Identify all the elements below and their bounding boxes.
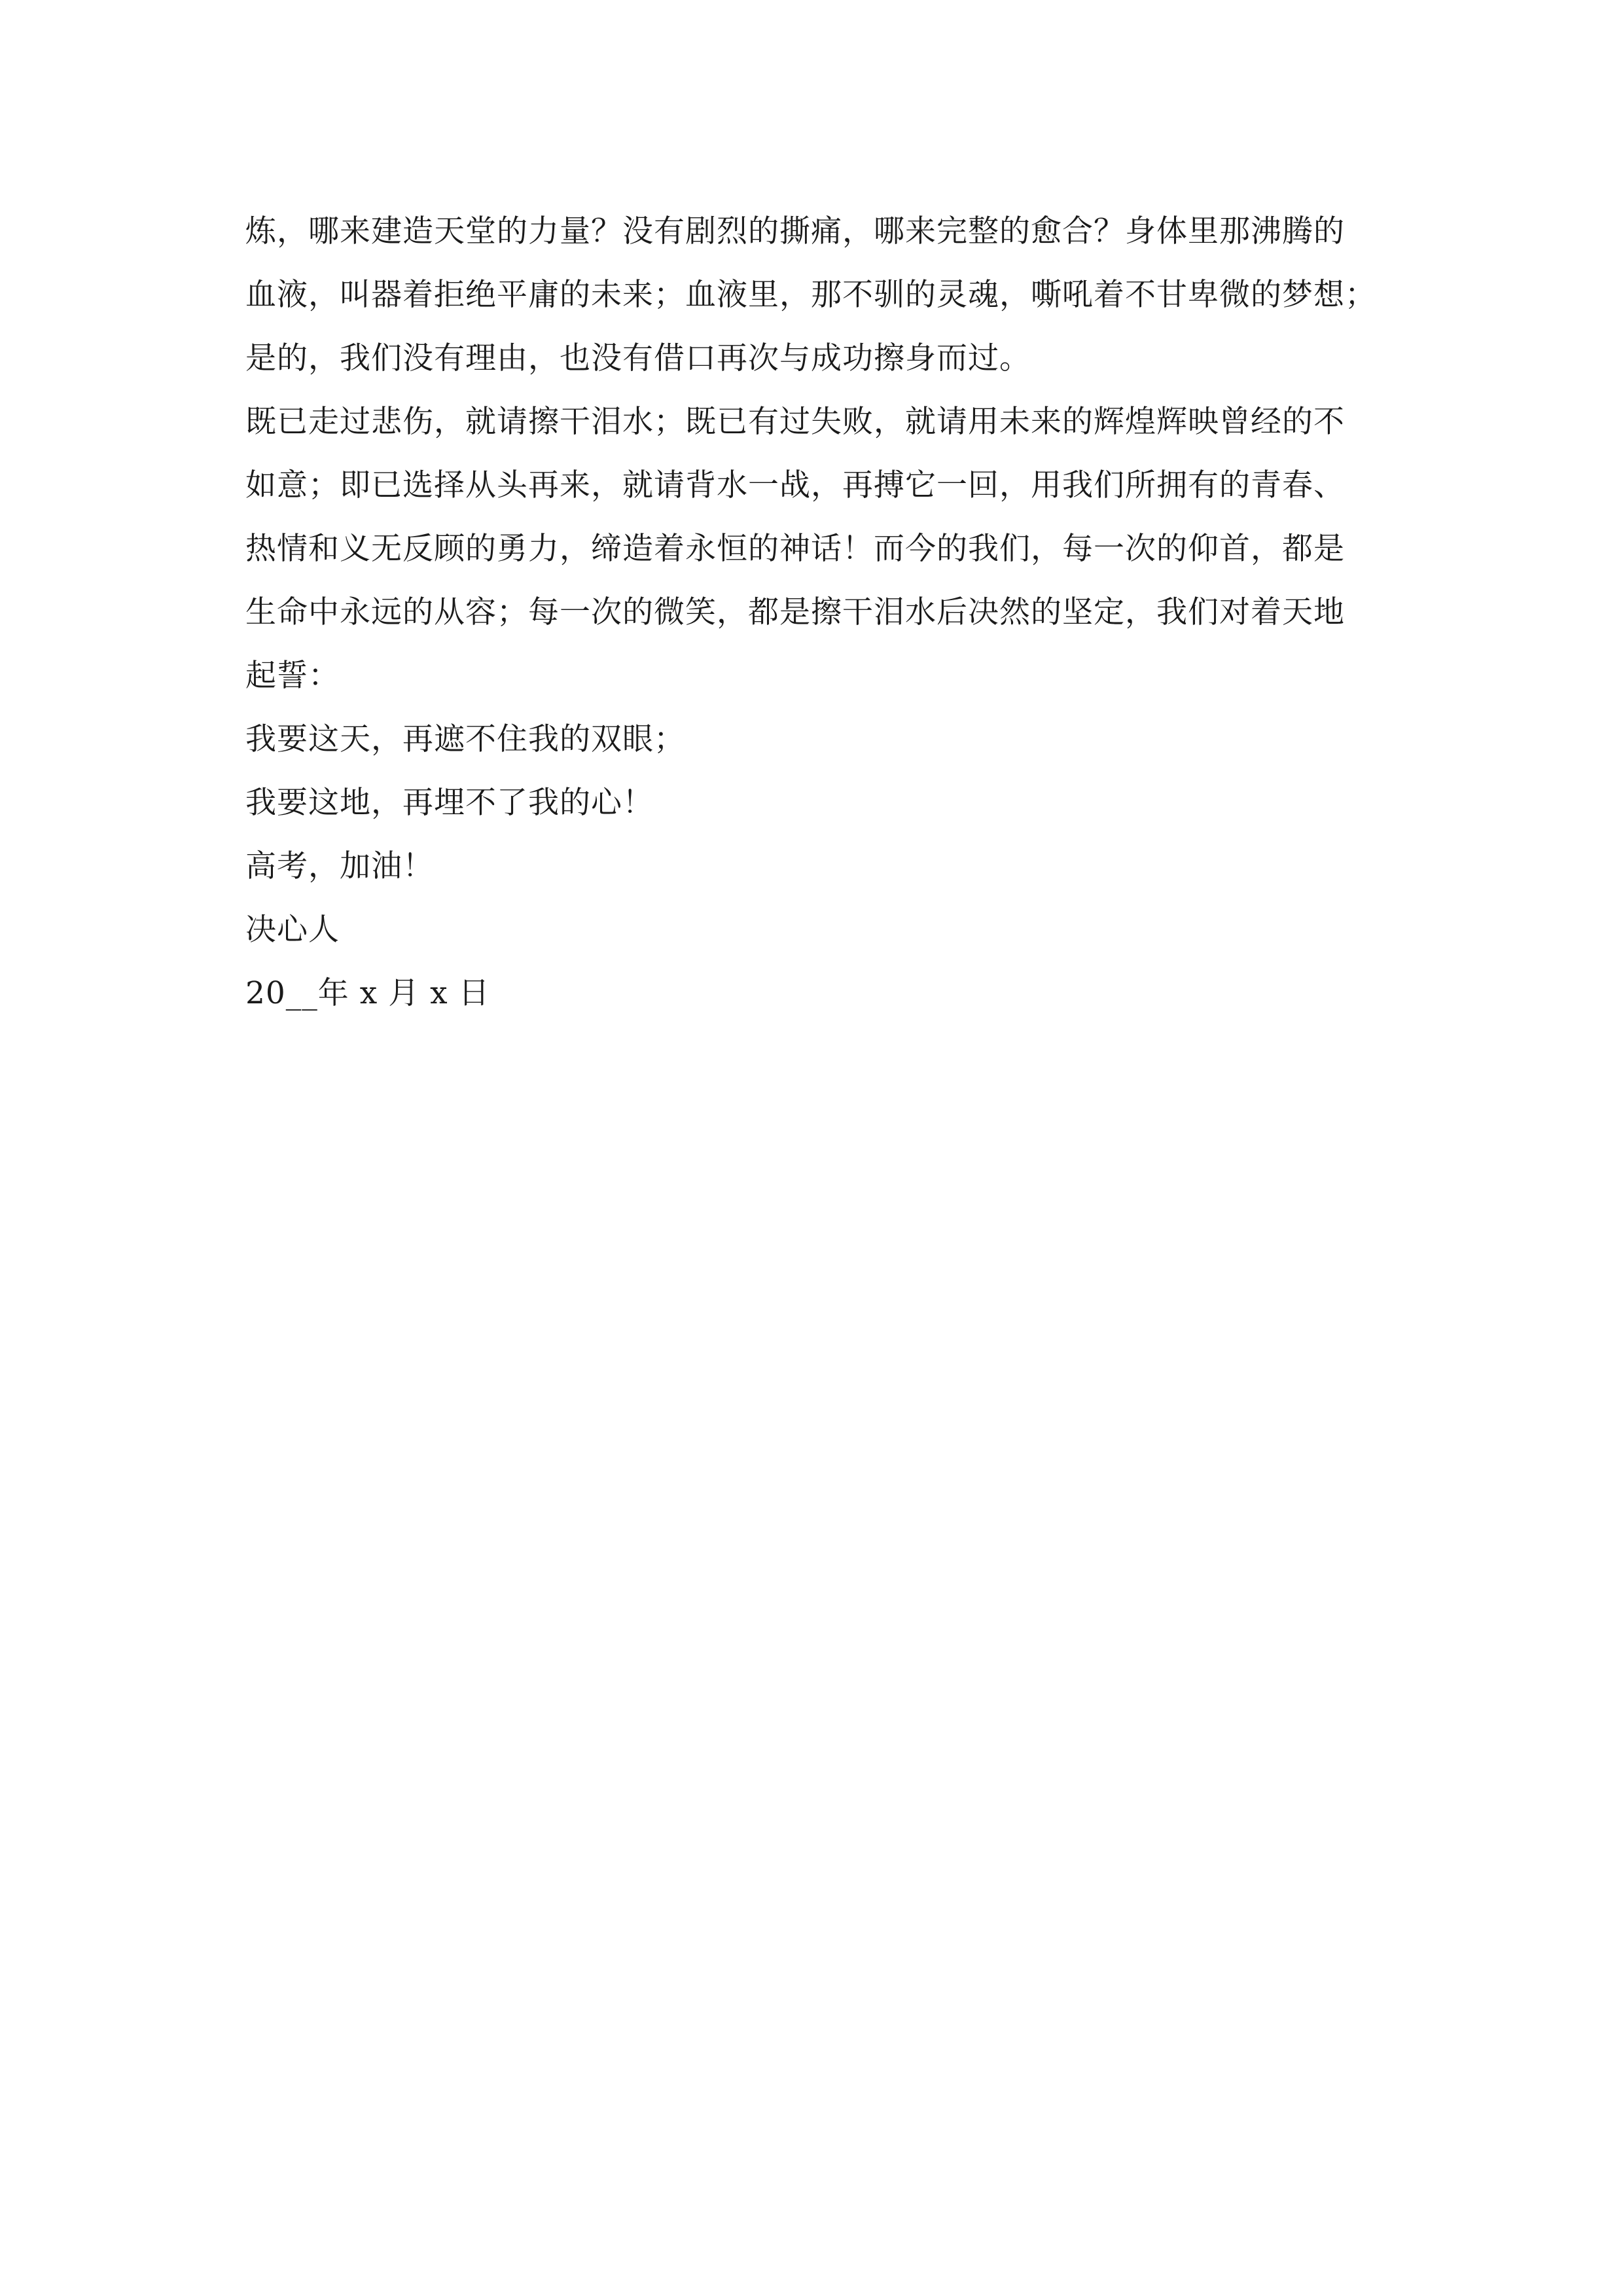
- paragraph-line: 起誓：: [245, 658, 340, 694]
- paragraph-line: 炼，哪来建造天堂的力量？没有剧烈的撕痛，哪来完整的愈合？身体里那沸腾的: [245, 213, 1345, 249]
- signature-label: 决心人: [245, 912, 340, 948]
- paragraph-line: 血液，叫器着拒绝平庸的未来；血液里，那不驯的灵魂，嘶吼着不甘卑微的梦想；: [245, 277, 1376, 313]
- date-line: 20__年 x 月 x 日: [245, 975, 490, 1011]
- document-body: [245, 200, 1417, 1025]
- paragraph-line: 热情和义无反顾的勇力，缔造着永恒的神话！而今的我们，每一次的仰首，都是: [245, 531, 1345, 567]
- vow-line: 我要这地，再埋不了我的心！: [245, 785, 654, 821]
- paragraph-line: 如意；即已选择从头再来，就请背水一战，再搏它一回，用我们所拥有的青春、: [245, 467, 1345, 503]
- slogan-line: 高考，加油！: [245, 848, 434, 884]
- vow-line: 我要这天，再遮不住我的双眼；: [245, 721, 685, 757]
- paragraph-line: 生命中永远的从容；每一次的微笑，都是擦干泪水后决然的坚定，我们对着天地: [245, 594, 1345, 630]
- paragraph-line: 既已走过悲伤，就请擦干泪水；既已有过失败，就请用未来的辉煌辉映曾经的不: [245, 404, 1345, 440]
- paragraph-line: 是的，我们没有理由，也没有借口再次与成功擦身而过。: [245, 340, 1031, 376]
